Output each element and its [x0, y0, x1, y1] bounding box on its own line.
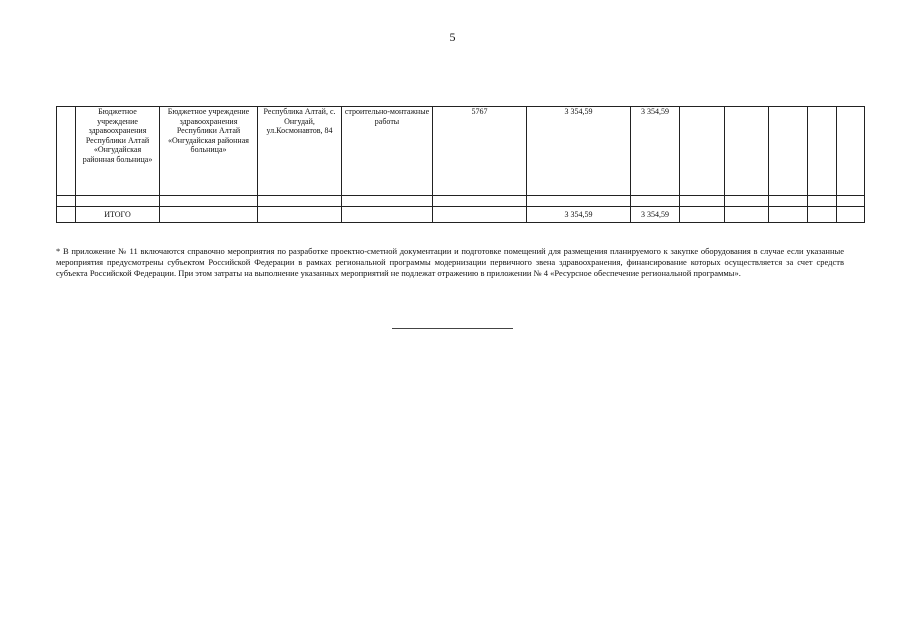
table-cell [433, 196, 527, 207]
table-cell [808, 207, 837, 223]
table-row [57, 107, 865, 196]
work-type-cell: строительно-монтажные работы [342, 107, 433, 196]
table-cell [769, 196, 808, 207]
table-cell [57, 207, 76, 223]
footnote: * В приложение № 11 включаются справочно мероприятия по разработке проектно-сметной документации и подготовке помещений для размещения планируемого к закупке оборудования в случае если указанные мероприятия предусмотрены субъектом Российской Федерации в рамках региональной программы модернизации первичного звена здравоохранения, финансирование которых осуществляется за счет средств субъекта Российской Федерации. При этом затраты на выполнение указанных мероприятий не подлежат отражению в приложении № 4 «Ресурсное обеспечение региональной программы». [56, 246, 844, 278]
amount-2-cell: 3 354,59 [631, 107, 680, 196]
table-cell [808, 196, 837, 207]
table-cell [725, 107, 769, 196]
table-cell [769, 207, 808, 223]
table-cell [342, 207, 433, 223]
address-cell: Республика Алтай, с. Онгудай, ул.Космонавтов, 84 [258, 107, 342, 196]
separator-line [392, 328, 513, 329]
table-cell [631, 196, 680, 207]
table-cell [837, 207, 865, 223]
amount-total-cell: 3 354,59 [527, 107, 631, 196]
code-cell: 5767 [433, 107, 527, 196]
table-cell [680, 107, 725, 196]
table-cell [769, 107, 808, 196]
table-cell [57, 107, 76, 196]
data-table [56, 106, 865, 223]
table-cell [433, 207, 527, 223]
table-cell [160, 207, 258, 223]
owner-cell: Бюджетное учреждение здравоохранения Республики Алтай «Онгудайская районная больница» [160, 107, 258, 196]
total-amount-2-cell: 3 354,59 [631, 207, 680, 223]
table-cell [76, 196, 160, 207]
page-number: 5 [449, 30, 456, 44]
table-cell [725, 196, 769, 207]
table-cell [258, 207, 342, 223]
table-cell [680, 196, 725, 207]
table-cell [808, 107, 837, 196]
table-cell [837, 107, 865, 196]
table-cell [527, 196, 631, 207]
total-amount-cell: 3 354,59 [527, 207, 631, 223]
table-cell [725, 207, 769, 223]
table-cell [837, 196, 865, 207]
total-label: ИТОГО [76, 207, 160, 223]
table-row [57, 196, 865, 207]
table-cell [680, 207, 725, 223]
table-cell [57, 196, 76, 207]
total-row [57, 207, 865, 223]
table-cell [258, 196, 342, 207]
table-cell [342, 196, 433, 207]
recipient-cell: Бюджетное учреждение здравоохранения Республики Алтай «Онгудайская районная больница» [76, 107, 160, 196]
table-cell [160, 196, 258, 207]
